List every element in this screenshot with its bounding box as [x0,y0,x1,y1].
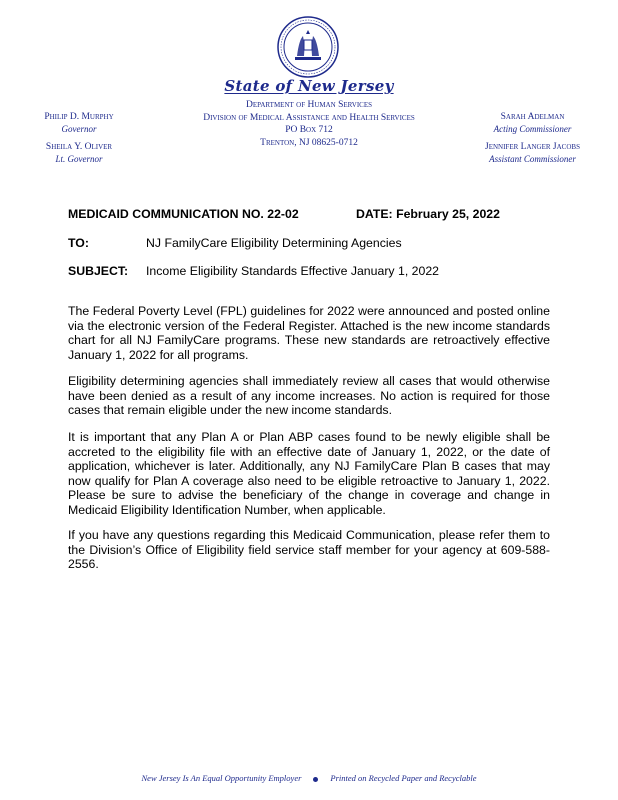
paragraph-fpl: The Federal Poverty Level (FPL) guidelines for 2022 were announced and posted online via the electronic version of the Federal Register. Attached is the new income standards chart for all NJ FamilyCare programs. These new standards are retroactively effective January 1, 2022 for all programs. [68,304,550,362]
commissioner-title: Acting Commissioner [493,123,572,134]
lt-governor-name: Sheila Y. Oliver [45,142,113,152]
footer-bullet-icon [313,777,318,782]
to-value: NJ FamilyCare Eligibility Determining Agencies [146,236,402,250]
paragraph-retroactive: It is important that any Plan A or Plan ABP cases found to be newly eligible shall be accreted to the eligibility file with an effective date of January 1, 2022, or the date of application, whichever is later. Additionally, any NJ FamilyCare Plan B cases that may now qualify for Plan A coverage also need to be eligible retroactive to January 1, 2022. Please be sure to advise the beneficiary of the change in coverage and change in Medicaid Eligibility Identification Number, when applicable. [68,430,550,517]
footer-left: New Jersey Is An Equal Opportunity Employer [141,773,302,783]
subject-label: SUBJECT: [68,264,129,278]
paragraph-review: Eligibility determining agencies shall immediately review all cases that would otherwise have been denied as a result of any income increases. No action is required for those cases that remain eligible under the new income standards. [68,374,550,418]
paragraph-questions: If you have any questions regarding this Medicaid Communication, please refer them to the Division’s Office of Eligibility field service staff member for your agency at 609-588-2556. [68,528,550,572]
to-label: TO: [68,236,89,250]
commissioner-name: Sarah Adelman [500,112,565,122]
department-name: Department of Human Services [245,100,372,110]
right-officials [470,112,595,165]
governor-name: Philip D. Murphy [44,112,114,122]
governor-title: Governor [61,123,97,134]
assistant-commissioner-title: Assistant Commissioner [489,153,576,164]
state-seal-icon [277,16,339,78]
communication-number: MEDICAID COMMUNICATION NO. 22-02 [68,207,299,221]
city-zip: Trenton, NJ 08625-0712 [260,137,358,148]
division-name: Division of Medical Assistance and Health Services [203,112,415,123]
footer [0,773,618,783]
subject-value: Income Eligibility Standards Effective January 1, 2022 [146,264,440,278]
state-title: State of New Jersey [224,77,394,95]
assistant-commissioner-name: Jennifer Langer Jacobs [485,142,580,152]
communication-date: DATE: February 25, 2022 [356,207,500,221]
footer-right: Printed on Recycled Paper and Recyclable [330,773,477,783]
lt-governor-title: Lt. Governor [55,153,103,164]
po-box: PO Box 712 [285,125,333,135]
